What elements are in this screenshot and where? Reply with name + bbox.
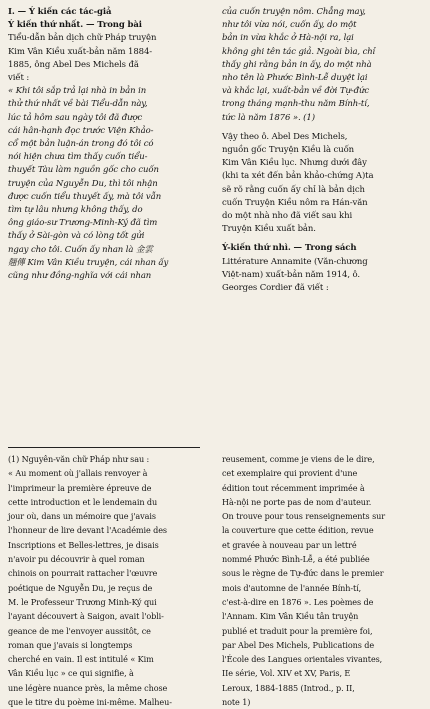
body-left-line: cũng như đồng-nghĩa với cái nhan [8,271,152,282]
footnote-right-line: Hà-nội ne porte pas de nom d'auteur. [222,496,372,507]
body-left-line: lúc tả hôm sau ngày tôi đã được [8,112,143,123]
body-right-line: nho tên là Phước Bình-Lễ duyệt lại [222,73,368,84]
footnote-right-line: nommé Phước Bình-Lễ, a été publiée [222,554,370,565]
body-right-line: Kim Vân Kiều lục. Nhưng dưới đây [222,158,367,169]
footnote-left-line: que le titre du poème ini-même. Malheu- [8,697,172,708]
body-left-line: cái hân-hạnh đọc trước Viện Khảo- [8,125,154,136]
body-right-line: không ghi tên tác giả. Ngoài bìa, chỉ [222,46,376,57]
footnote-right-line: l'Annam. Kim Vân Kiều tân truyện [222,611,359,622]
body-right-line: do một nhà nho đã viết sau khi [222,211,353,222]
body-left-line: cổ một bản luận-án trong đó tôi có [8,139,154,150]
body-left-line: truyện của Nguyễn Du, thì tôi nhận [8,178,158,189]
body-right-line: thấy ghi rằng bản in ấy, do một nhà [222,59,372,70]
body-right-line: (khi ta xét đến bản khảo-chứng A)ta [222,171,374,182]
footnote-right-line: et gravée à nouveau par un lettré [222,539,357,550]
body-right-line: của cuốn truyện nôm. Chẳng may, [222,7,366,17]
footnote-right-line: par Abel Des Michels, Publications de [222,639,375,650]
body-right-line: cuốn Truyện Kiều nôm ra Hán-văn [222,197,368,208]
footnote-left-line: l'honneur de lire devant l'Académie des [8,525,167,536]
body-right-line: Việt-nam) xuất-bản năm 1914, ô. [222,269,361,280]
body-left-line: 1885, ông Abel Des Michels đã [8,59,139,70]
footnote-left-line: jour où, dans un mémoire que j'avais [8,511,156,522]
body-right-line: Ý-kiến thứ nhì. — Trong sách [222,243,357,254]
body-left-line: Kim Vân Kiều xuất-bản năm 1884- [8,46,153,57]
body-left-line: Tiểu-dẫn bản dịch chữ Pháp truyện [8,33,157,44]
footnote-right-line: l'École des Langues orientales vivantes, [222,654,383,665]
right-column [222,6,424,295]
body-right-line: như tôi vừa nói, cuốn ấy, do một [222,20,357,31]
footnote-left-line: cette introduction et le lendemain du [8,496,158,507]
footnote-right-line: mois d'automne de l'année Bính-tí, [222,582,362,593]
left-column [8,6,210,283]
body-right-line: sẽ rõ rằng cuốn ấy chỉ là bản dịch [222,184,365,195]
footnote-left-line: roman que j'avais si longtemps [8,639,133,650]
footnote-left-line: une légère nuance près, la même chose [8,682,168,693]
body-left-line: I. — Ý kiến các tác-giả [8,7,112,17]
footnote-left-line: (1) Nguyên-văn chữ Pháp như sau : [8,454,150,464]
body-left-line: nói hiện chưa tìm thấy cuốn tiểu- [8,152,148,163]
footnote-separator [8,447,200,448]
body-right-line: nguồn gốc Truyện Kiều là cuốn [222,145,355,156]
footnote-left-line: Inscriptions et Belles-lettres, je disais [8,539,159,550]
body-right-line: Vậy theo ô. Abel Des Michels, [222,131,348,142]
body-left-line: Ý kiến thứ nhất. — Trong bài [8,20,142,31]
footnote-left-line: Vân Kiều lục » ce qui signifie, à [8,668,134,679]
body-left-line: được cuốn tiểu thuyết ấy, mà tôi vẫn [8,191,162,202]
body-left-line: thuyết Tàu làm nguồn gốc cho cuốn [8,165,159,176]
footnote-right-line: On trouve pour tous renseignements sur [222,511,386,522]
footnote-right-column [222,452,424,709]
body-left-line: « Khi tôi sắp trả lại nhà in bản in [8,86,147,97]
footnote-right-line: la couverture que cette édition, revue [222,525,374,536]
footnote-left-line: geance de me l'envoyer aussitôt, ce [8,625,151,636]
body-left-line: ông giáo-sư Trương-Minh-Ký đã tìm [8,218,158,229]
body-left-line: thấy ở Sài-gòn và có lòng tốt gửi [8,231,145,242]
body-right-line: trong tháng mạnh-thu năm Bính-tí, [222,99,370,110]
footnote-left-line: poétique de Nguyễn Du, je reçus de [8,582,153,593]
footnote-left-line: l'ayant découvert à Saigon, avait l'obli- [8,611,164,622]
footnote-left-line: M. le Professeur Trương Minh-Ký qui [8,596,157,607]
footnote-right-line: note 1) [222,697,251,708]
footnote-left-line: cherché en vain. Il est intitulé « Kim [8,654,154,665]
footnote-right-line: c'est-à-dire en 1876 ». Les poèmes de [222,596,374,607]
footnote-left-column [8,452,210,709]
footnote-left-line: chinois on pourrait rattacher l'œuvre [8,568,158,579]
body-left-line: viết : [8,73,30,84]
body-left-line: tìm tự lâu nhưng không thấy, do [8,205,143,216]
body-right-line: Littérature Annamite (Văn-chương [222,256,368,267]
footnote-right-line: reusement, comme je viens de le dire, [222,454,375,464]
footnote-left-line: l'imprimeur la première épreuve de [8,482,152,493]
body-left-line: ngay cho tôi. Cuốn ấy nhan là 金雲 [8,244,153,255]
footnote-right-line: sous le règne de Tự-đức dans le premier [222,568,384,579]
body-right-line: Georges Cordier đã viết : [222,283,329,294]
body-right-line: bản in vừa khắc ở Hà-nội ra, lại [222,33,354,44]
footnote-right-line: Leroux, 1884-1885 (Introd., p. II, [222,682,355,693]
body-right-line: Truyện Kiều xuất bản. [222,224,316,235]
body-right-line: và khắc lại, xuất-bản về đời Tự-đức [222,86,369,97]
footnote-left-line: « Au moment où j'allais renvoyer à [8,468,148,479]
footnote-right-line: IIe série, Vol. XIV et XV, Paris, E [222,668,351,679]
footnote-right-line: cet exemplaire qui provient d'une [222,468,358,479]
footnote-right-line: édition tout récemment imprimée à [222,482,365,493]
body-left-line: thử thứ nhất về bài Tiểu-dẫn này, [8,99,148,110]
body-left-line: 翹傳 Kim Vân Kiều truyện, cái nhan ấy [8,257,169,268]
body-right-line: tức là năm 1876 ». (1) [222,112,315,123]
footnote-right-line: publié et traduit pour la première foi, [222,625,373,636]
footnote-left-line: n'avoir pu découvrir à quel roman [8,554,145,565]
